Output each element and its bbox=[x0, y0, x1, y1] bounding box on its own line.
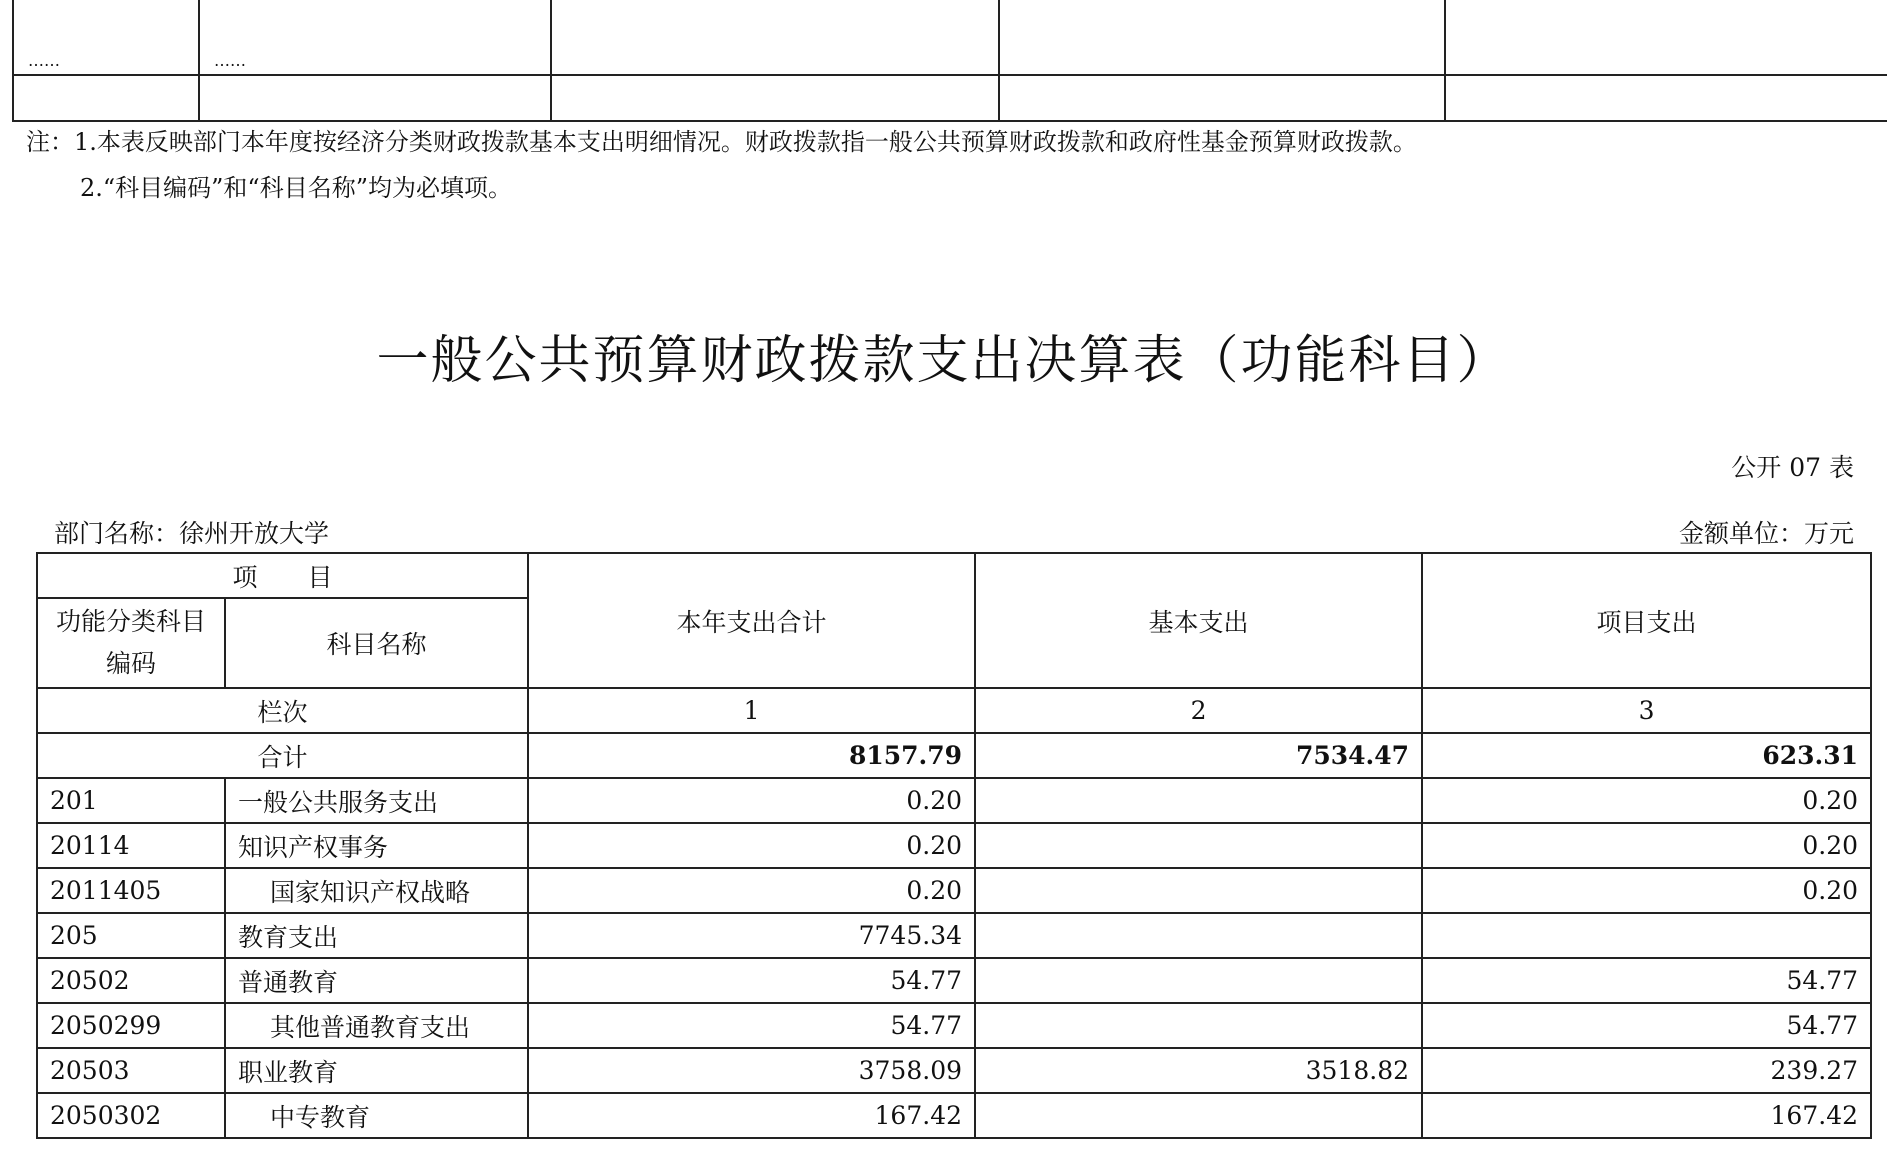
row-total: 54.77 bbox=[528, 1003, 975, 1048]
row-basic bbox=[975, 913, 1422, 958]
page-title: 一般公共预算财政拨款支出决算表（功能科目） bbox=[376, 331, 1511, 391]
row-basic bbox=[975, 823, 1422, 868]
row-project: 239.27 bbox=[1422, 1048, 1871, 1093]
table-row bbox=[37, 1003, 1871, 1048]
row-total: 0.20 bbox=[528, 868, 975, 913]
row-basic: 3518.82 bbox=[975, 1048, 1422, 1093]
row-code: 2050302 bbox=[37, 1093, 225, 1138]
table-cell bbox=[551, 0, 999, 75]
row-name: 其他普通教育支出 bbox=[225, 1003, 528, 1048]
row-project: 0.20 bbox=[1422, 823, 1871, 868]
department-name: 部门名称：徐州开放大学 bbox=[54, 519, 330, 548]
table-cell bbox=[551, 75, 999, 121]
header-total: 本年支出合计 bbox=[528, 553, 975, 688]
table-row bbox=[37, 958, 1871, 1003]
sum-row bbox=[37, 733, 1871, 778]
table-code: 公开 07 表 bbox=[1731, 453, 1854, 482]
row-code: 2050299 bbox=[37, 1003, 225, 1048]
row-code: 2011405 bbox=[37, 868, 225, 913]
sum-total: 8157.79 bbox=[528, 733, 975, 778]
sum-label: 合计 bbox=[37, 733, 528, 778]
table-cell bbox=[999, 0, 1445, 75]
header-code: 功能分类科目编码 bbox=[37, 598, 225, 688]
table-row bbox=[37, 868, 1871, 913]
row-total: 0.20 bbox=[528, 778, 975, 823]
row-project bbox=[1422, 913, 1871, 958]
header-project: 项目支出 bbox=[1422, 553, 1871, 688]
row-project: 167.42 bbox=[1422, 1093, 1871, 1138]
row-total: 3758.09 bbox=[528, 1048, 975, 1093]
header-row bbox=[37, 553, 1871, 598]
sum-basic: 7534.47 bbox=[975, 733, 1422, 778]
table-cell: …… bbox=[199, 0, 551, 75]
header-item: 项 目 bbox=[37, 553, 528, 598]
row-project: 54.77 bbox=[1422, 958, 1871, 1003]
row-basic bbox=[975, 868, 1422, 913]
row-code: 20503 bbox=[37, 1048, 225, 1093]
budget-table bbox=[36, 552, 1872, 1139]
row-basic bbox=[975, 1093, 1422, 1138]
column-index-3: 3 bbox=[1422, 688, 1871, 733]
header-basic: 基本支出 bbox=[975, 553, 1422, 688]
table-cell bbox=[999, 75, 1445, 121]
row-total: 167.42 bbox=[528, 1093, 975, 1138]
table-row bbox=[37, 778, 1871, 823]
column-index-2: 2 bbox=[975, 688, 1422, 733]
column-index-row bbox=[37, 688, 1871, 733]
header-name: 科目名称 bbox=[225, 598, 528, 688]
row-name: 职业教育 bbox=[225, 1048, 528, 1093]
row-basic bbox=[975, 958, 1422, 1003]
table-row bbox=[37, 1048, 1871, 1093]
table-cell bbox=[1445, 75, 1887, 121]
row-project: 0.20 bbox=[1422, 778, 1871, 823]
row-code: 20502 bbox=[37, 958, 225, 1003]
sum-project: 623.31 bbox=[1422, 733, 1871, 778]
table-cell bbox=[13, 75, 199, 121]
row-name: 国家知识产权战略 bbox=[225, 868, 528, 913]
table-cell bbox=[1445, 0, 1887, 75]
table-cell: …… bbox=[13, 0, 199, 75]
row-basic bbox=[975, 1003, 1422, 1048]
row-code: 201 bbox=[37, 778, 225, 823]
row-name: 普通教育 bbox=[225, 958, 528, 1003]
column-index-label: 栏次 bbox=[37, 688, 528, 733]
row-total: 7745.34 bbox=[528, 913, 975, 958]
row-code: 205 bbox=[37, 913, 225, 958]
row-name: 教育支出 bbox=[225, 913, 528, 958]
table-row bbox=[37, 913, 1871, 958]
row-project: 0.20 bbox=[1422, 868, 1871, 913]
table-row bbox=[13, 75, 1887, 121]
table-row bbox=[37, 823, 1871, 868]
row-code: 20114 bbox=[37, 823, 225, 868]
row-name: 知识产权事务 bbox=[225, 823, 528, 868]
previous-table-fragment bbox=[12, 0, 1887, 122]
note-line-1: 注：1.本表反映部门本年度按经济分类财政拨款基本支出明细情况。财政拨款指一般公共预算财政拨款和政府性基金预算财政拨款。 bbox=[26, 128, 1417, 156]
row-total: 0.20 bbox=[528, 823, 975, 868]
table-row bbox=[13, 0, 1887, 75]
table-row bbox=[37, 1093, 1871, 1138]
row-name: 一般公共服务支出 bbox=[225, 778, 528, 823]
row-name: 中专教育 bbox=[225, 1093, 528, 1138]
row-project: 54.77 bbox=[1422, 1003, 1871, 1048]
column-index-1: 1 bbox=[528, 688, 975, 733]
table-cell bbox=[199, 75, 551, 121]
row-total: 54.77 bbox=[528, 958, 975, 1003]
row-basic bbox=[975, 778, 1422, 823]
amount-unit: 金额单位：万元 bbox=[1678, 519, 1854, 548]
note-line-2: 2.“科目编码”和“科目名称”均为必填项。 bbox=[80, 174, 512, 202]
